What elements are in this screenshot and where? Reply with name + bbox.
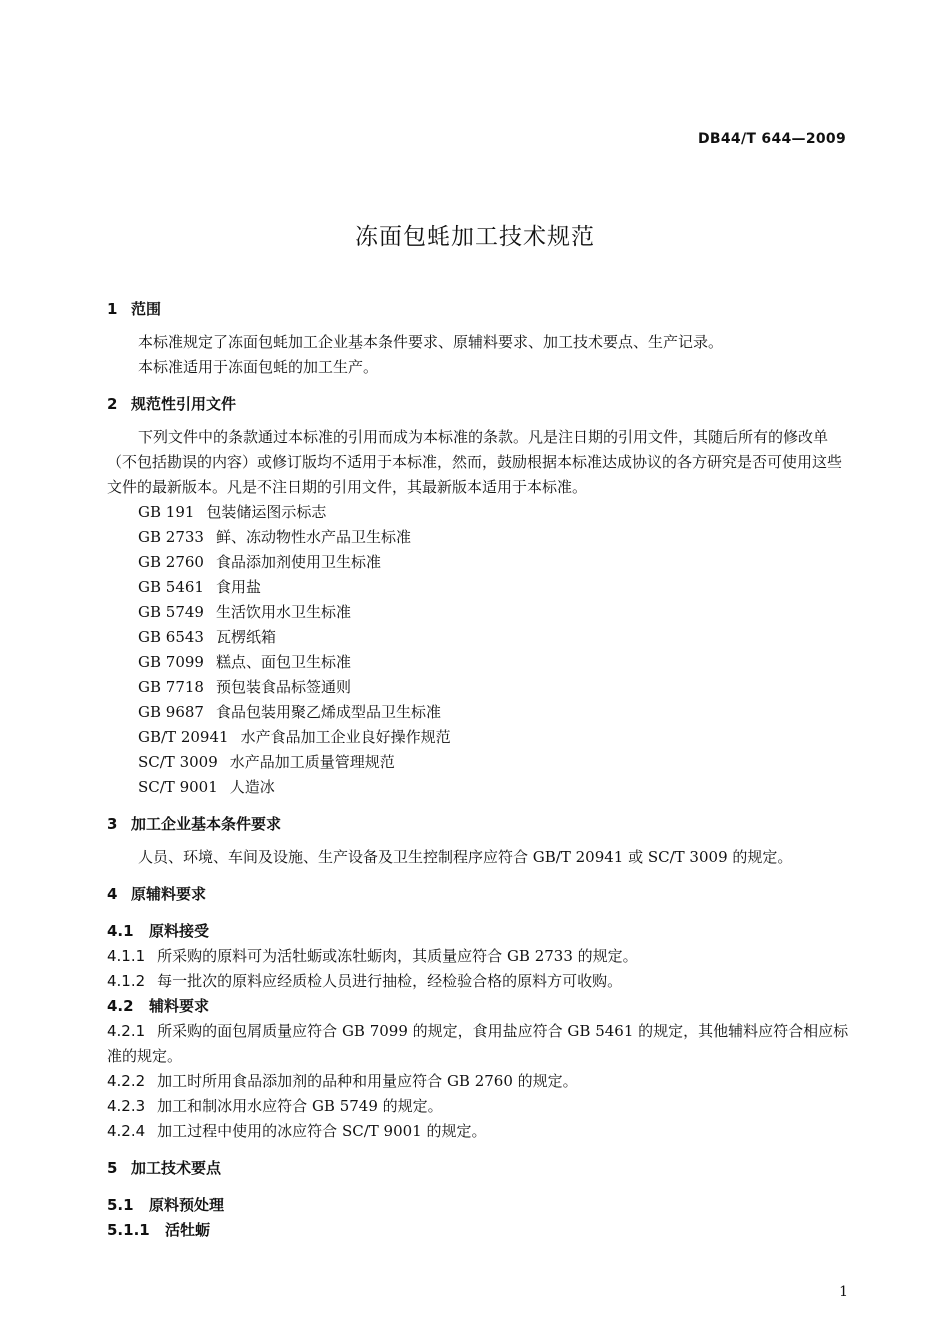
reference-name: 食品包装用聚乙烯成型品卫生标准 — [215, 703, 441, 721]
reference-item — [107, 700, 852, 725]
subsection-5-1-1-heading — [107, 1218, 852, 1243]
section-2-heading — [107, 392, 852, 417]
reference-list — [107, 500, 852, 800]
clause-4-2-2 — [107, 1069, 852, 1094]
subsection-4-2-heading — [107, 994, 852, 1019]
section-number: 5 — [107, 1159, 118, 1177]
clause-text: 加工过程中使用的冰应符合 SC/T 9001 的规定。 — [157, 1122, 487, 1140]
section-4-heading — [107, 882, 852, 907]
reference-code: GB 2733 — [138, 528, 204, 546]
section-title: 规范性引用文件 — [131, 395, 237, 413]
clause-text: 加工和制冰用水应符合 GB 5749 的规定。 — [157, 1097, 443, 1115]
clause-number: 4.2.3 — [107, 1097, 146, 1115]
clause-number: 4.2.1 — [107, 1022, 146, 1040]
clause-text: 所采购的原料可为活牡蛎或冻牡蛎肉，其质量应符合 GB 2733 的规定。 — [157, 947, 638, 965]
reference-item — [107, 500, 852, 525]
reference-code: GB 7718 — [138, 678, 204, 696]
reference-name: 鲜、冻动物性水产品卫生标准 — [215, 528, 411, 546]
subsection-title: 活牡蛎 — [165, 1221, 211, 1239]
reference-code: GB 6543 — [138, 628, 204, 646]
subsection-title: 原料接受 — [149, 922, 210, 940]
reference-name: 人造冰 — [229, 778, 275, 796]
paragraph: 本标准适用于冻面包蚝的加工生产。 — [138, 358, 379, 376]
reference-code: GB/T 20941 — [138, 728, 229, 746]
section-number: 4 — [107, 885, 118, 903]
reference-code: SC/T 3009 — [138, 753, 218, 771]
clause-number: 4.2.2 — [107, 1072, 146, 1090]
section-5-heading — [107, 1156, 852, 1181]
reference-name: 食用盐 — [215, 578, 261, 596]
reference-item — [107, 650, 852, 675]
subsection-5-1-heading — [107, 1193, 852, 1218]
reference-item — [107, 575, 852, 600]
section-title: 加工企业基本条件要求 — [131, 815, 282, 833]
document-title: 冻面包蚝加工技术规范 — [355, 224, 595, 250]
subsection-number: 5.1 — [107, 1196, 134, 1214]
clause-number: 4.1.2 — [107, 972, 146, 990]
section-3-heading — [107, 812, 852, 837]
clause-number: 4.1.1 — [107, 947, 146, 965]
reference-code: GB 2760 — [138, 553, 204, 571]
subsection-title: 原料预处理 — [149, 1196, 225, 1214]
reference-name: 水产食品加工企业良好操作规范 — [240, 728, 451, 746]
reference-code: SC/T 9001 — [138, 778, 218, 796]
section-title: 原辅料要求 — [131, 885, 207, 903]
standard-code: DB44/T 644—2009 — [698, 131, 846, 147]
reference-name: 瓦楞纸箱 — [215, 628, 276, 646]
reference-code: GB 9687 — [138, 703, 204, 721]
clause-4-2-3 — [107, 1094, 852, 1119]
reference-name: 预包装食品标签通则 — [215, 678, 351, 696]
subsection-4-1-heading — [107, 919, 852, 944]
clause-4-1-1 — [107, 944, 852, 969]
reference-item — [107, 550, 852, 575]
subsection-number: 4.2 — [107, 997, 134, 1015]
section-title: 范围 — [131, 300, 162, 318]
reference-code: GB 5461 — [138, 578, 204, 596]
clause-4-2-4 — [107, 1119, 852, 1144]
clause-text: 所采购的面包屑质量应符合 GB 7099 的规定，食用盐应符合 GB 5461 的规定，其他辅料应符合相应标准的规定。 — [107, 1022, 849, 1065]
reference-code: GB 191 — [138, 503, 195, 521]
document-body — [107, 297, 852, 1243]
section-1-heading — [107, 297, 852, 322]
page-number: 1 — [839, 1284, 848, 1300]
clause-text: 加工时所用食品添加剂的品种和用量应符合 GB 2760 的规定。 — [157, 1072, 578, 1090]
reference-code: GB 5749 — [138, 603, 204, 621]
reference-item — [107, 750, 852, 775]
clause-4-1-2 — [107, 969, 852, 994]
section-title: 加工技术要点 — [131, 1159, 222, 1177]
subsection-title: 辅料要求 — [149, 997, 210, 1015]
reference-item — [107, 725, 852, 750]
reference-code: GB 7099 — [138, 653, 204, 671]
reference-item — [107, 675, 852, 700]
section-number: 1 — [107, 300, 118, 318]
reference-name: 糕点、面包卫生标准 — [215, 653, 351, 671]
reference-name: 食品添加剂使用卫生标准 — [215, 553, 381, 571]
clause-number: 4.2.4 — [107, 1122, 146, 1140]
paragraph: 本标准规定了冻面包蚝加工企业基本条件要求、原辅料要求、加工技术要点、生产记录。 — [138, 333, 724, 351]
reference-item — [107, 775, 852, 800]
section-number: 2 — [107, 395, 118, 413]
reference-item — [107, 600, 852, 625]
paragraph: 下列文件中的条款通过本标准的引用而成为本标准的条款。凡是注日期的引用文件，其随后所有的修改单（不包括勘误的内容）或修订版均不适用于本标准，然而，鼓励根据本标准达成协议的各方研究是否可使用这些文件的最新版本。凡是不注日期的引用文件，其最新版本适用于本标准。 — [107, 428, 843, 496]
clause-text: 每一批次的原料应经质检人员进行抽检，经检验合格的原料方可收购。 — [157, 972, 623, 990]
reference-name: 水产品加工质量管理规范 — [229, 753, 395, 771]
reference-item — [107, 525, 852, 550]
subsection-number: 4.1 — [107, 922, 134, 940]
section-number: 3 — [107, 815, 118, 833]
reference-name: 生活饮用水卫生标准 — [215, 603, 351, 621]
reference-item — [107, 625, 852, 650]
paragraph: 人员、环境、车间及设施、生产设备及卫生控制程序应符合 GB/T 20941 或 SC/T 3009 的规定。 — [138, 848, 793, 866]
subsection-number: 5.1.1 — [107, 1221, 150, 1239]
reference-name: 包装储运图示标志 — [206, 503, 327, 521]
clause-4-2-1 — [107, 1019, 852, 1069]
